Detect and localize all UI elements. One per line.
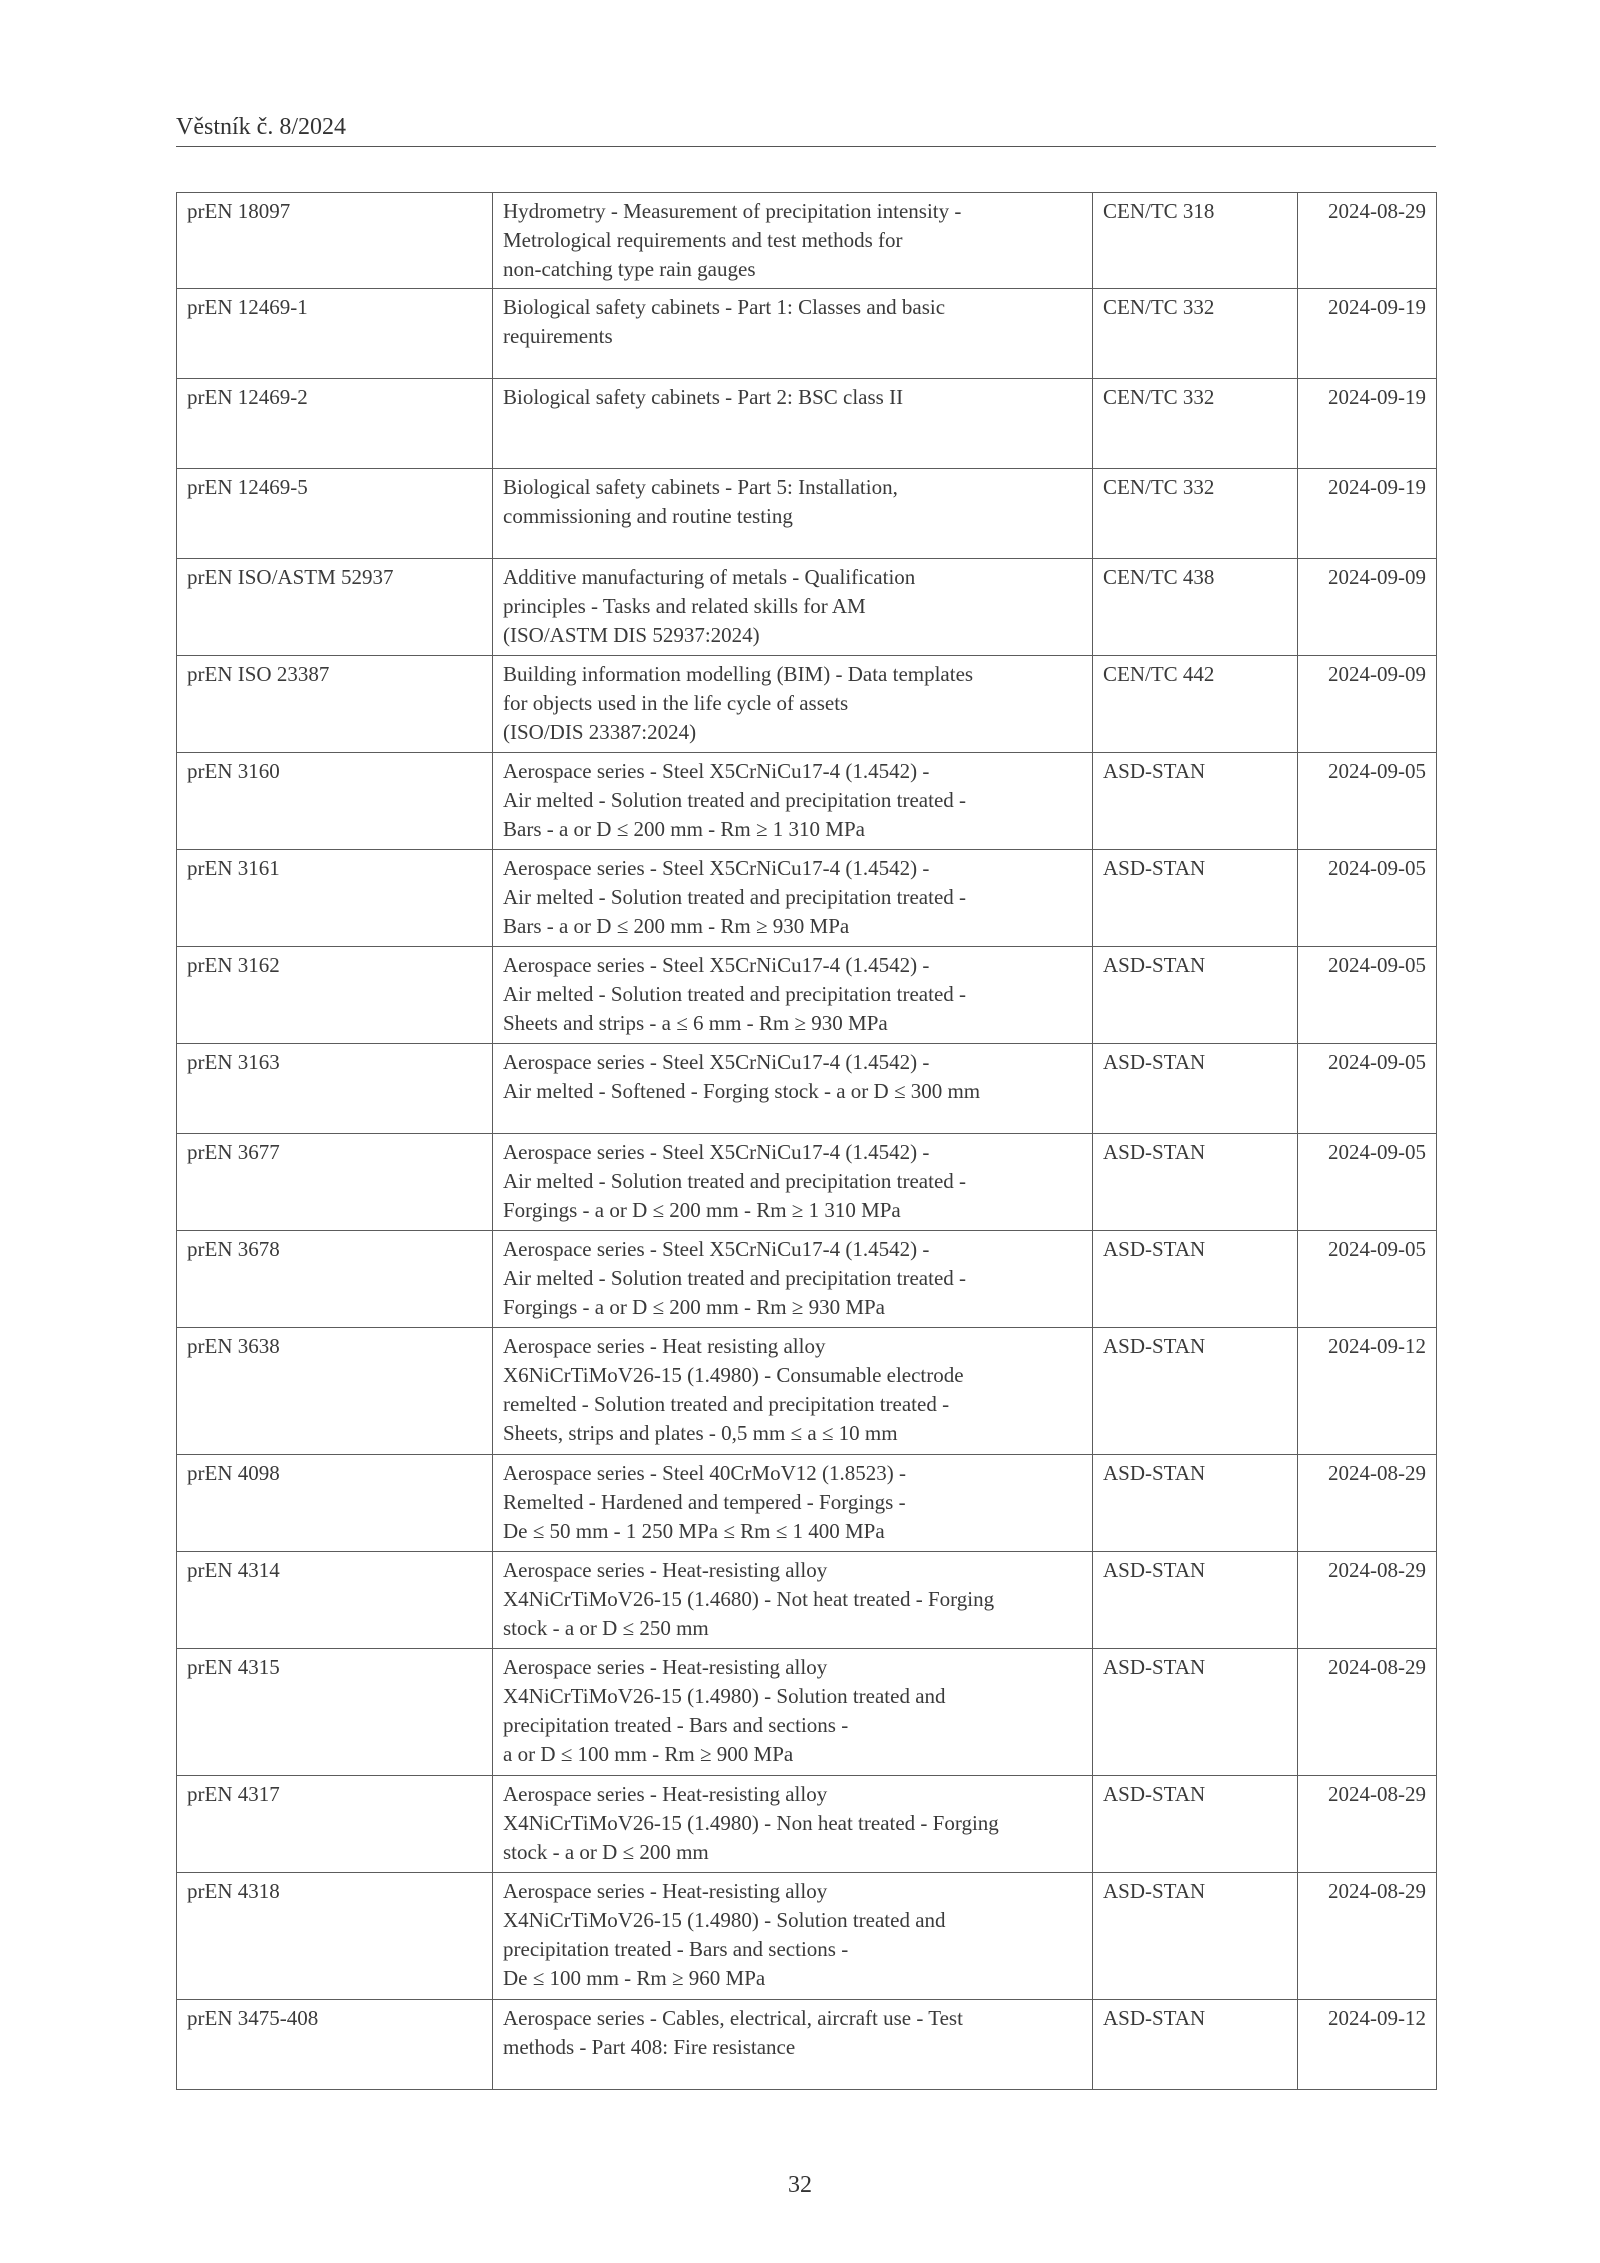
- standard-title: Hydrometry - Measurement of precipitation intensity - Metrological requirements and test methods for non-catching type rain gauges: [493, 193, 1093, 289]
- publication-title: Věstník č. 8/2024: [176, 114, 346, 140]
- standard-title: Aerospace series - Steel X5CrNiCu17-4 (1.4542) - Air melted - Solution treated and precipitation treated - Forgings - a or D ≤ 200 mm - Rm ≥ 1 310 MPa: [493, 1134, 1093, 1231]
- deadline-date: 2024-09-09: [1298, 656, 1437, 753]
- table-row: [177, 656, 1437, 753]
- deadline-date: 2024-09-09: [1298, 559, 1437, 656]
- table-row: [177, 1231, 1437, 1328]
- technical-committee: ASD-STAN: [1093, 1776, 1298, 1873]
- standard-title: Aerospace series - Steel X5CrNiCu17-4 (1.4542) - Air melted - Solution treated and precipitation treated - Sheets and strips - a ≤ 6 mm - Rm ≥ 930 MPa: [493, 947, 1093, 1044]
- deadline-date: 2024-08-29: [1298, 1776, 1437, 1873]
- technical-committee: ASD-STAN: [1093, 850, 1298, 947]
- standard-code: prEN 4317: [177, 1776, 493, 1873]
- technical-committee: ASD-STAN: [1093, 1134, 1298, 1231]
- standard-code: prEN ISO/ASTM 52937: [177, 559, 493, 656]
- standard-code: prEN 3161: [177, 850, 493, 947]
- technical-committee: CEN/TC 332: [1093, 469, 1298, 559]
- standard-title: Aerospace series - Heat-resisting alloy X4NiCrTiMoV26-15 (1.4980) - Solution treated and precipitation treated - Bars and sections - a or D ≤ 100 mm - Rm ≥ 900 MPa: [493, 1649, 1093, 1776]
- technical-committee: ASD-STAN: [1093, 1455, 1298, 1552]
- standard-title: Aerospace series - Steel X5CrNiCu17-4 (1.4542) - Air melted - Solution treated and precipitation treated - Bars - a or D ≤ 200 mm - Rm ≥ 930 MPa: [493, 850, 1093, 947]
- standard-code: prEN 4315: [177, 1649, 493, 1776]
- technical-committee: ASD-STAN: [1093, 2000, 1298, 2090]
- table-row: [177, 947, 1437, 1044]
- table-row: [177, 289, 1437, 379]
- technical-committee: CEN/TC 332: [1093, 379, 1298, 469]
- technical-committee: ASD-STAN: [1093, 1231, 1298, 1328]
- technical-committee: CEN/TC 318: [1093, 193, 1298, 289]
- standard-code: prEN 4314: [177, 1552, 493, 1649]
- deadline-date: 2024-08-29: [1298, 1552, 1437, 1649]
- deadline-date: 2024-08-29: [1298, 1649, 1437, 1776]
- technical-committee: ASD-STAN: [1093, 1044, 1298, 1134]
- deadline-date: 2024-09-05: [1298, 1231, 1437, 1328]
- standard-code: prEN 4098: [177, 1455, 493, 1552]
- table-row: [177, 1776, 1437, 1873]
- standard-title: Biological safety cabinets - Part 5: Installation, commissioning and routine testing: [493, 469, 1093, 559]
- standard-title: Aerospace series - Steel X5CrNiCu17-4 (1.4542) - Air melted - Softened - Forging stock - a or D ≤ 300 mm: [493, 1044, 1093, 1134]
- table-row: [177, 379, 1437, 469]
- deadline-date: 2024-09-12: [1298, 2000, 1437, 2090]
- standard-title: Building information modelling (BIM) - Data templates for objects used in the life cycle of assets (ISO/DIS 23387:2024): [493, 656, 1093, 753]
- table-row: [177, 1328, 1437, 1455]
- technical-committee: ASD-STAN: [1093, 1328, 1298, 1455]
- table-row: [177, 559, 1437, 656]
- technical-committee: CEN/TC 332: [1093, 289, 1298, 379]
- standard-code: prEN 4318: [177, 1873, 493, 2000]
- deadline-date: 2024-09-19: [1298, 289, 1437, 379]
- table-row: [177, 1873, 1437, 2000]
- deadline-date: 2024-09-19: [1298, 379, 1437, 469]
- page-number: 32: [788, 2172, 812, 2198]
- deadline-date: 2024-09-19: [1298, 469, 1437, 559]
- standard-code: prEN 3475-408: [177, 2000, 493, 2090]
- standard-code: prEN 12469-1: [177, 289, 493, 379]
- standard-title: Aerospace series - Cables, electrical, aircraft use - Test methods - Part 408: Fire resistance: [493, 2000, 1093, 2090]
- table-row: [177, 469, 1437, 559]
- standard-code: prEN 3163: [177, 1044, 493, 1134]
- standard-title: Aerospace series - Steel X5CrNiCu17-4 (1.4542) - Air melted - Solution treated and precipitation treated - Bars - a or D ≤ 200 mm - Rm ≥ 1 310 MPa: [493, 753, 1093, 850]
- table-row: [177, 753, 1437, 850]
- standard-code: prEN 3677: [177, 1134, 493, 1231]
- table-row: [177, 1134, 1437, 1231]
- deadline-date: 2024-09-05: [1298, 1044, 1437, 1134]
- standard-code: prEN 3638: [177, 1328, 493, 1455]
- standards-table: [176, 192, 1437, 2090]
- standard-code: prEN 3160: [177, 753, 493, 850]
- standard-title: Aerospace series - Steel X5CrNiCu17-4 (1.4542) - Air melted - Solution treated and precipitation treated - Forgings - a or D ≤ 200 mm - Rm ≥ 930 MPa: [493, 1231, 1093, 1328]
- standard-title: Aerospace series - Heat-resisting alloy X4NiCrTiMoV26-15 (1.4980) - Non heat treated - Forging stock - a or D ≤ 200 mm: [493, 1776, 1093, 1873]
- deadline-date: 2024-09-12: [1298, 1328, 1437, 1455]
- technical-committee: CEN/TC 438: [1093, 559, 1298, 656]
- table-row: [177, 1649, 1437, 1776]
- deadline-date: 2024-08-29: [1298, 193, 1437, 289]
- deadline-date: 2024-09-05: [1298, 947, 1437, 1044]
- technical-committee: ASD-STAN: [1093, 1649, 1298, 1776]
- standard-code: prEN 3162: [177, 947, 493, 1044]
- technical-committee: ASD-STAN: [1093, 1552, 1298, 1649]
- standard-code: prEN 12469-2: [177, 379, 493, 469]
- table-row: [177, 850, 1437, 947]
- standard-code: prEN 3678: [177, 1231, 493, 1328]
- table-row: [177, 193, 1437, 289]
- table-row: [177, 1455, 1437, 1552]
- standard-title: Aerospace series - Steel 40CrMoV12 (1.8523) - Remelted - Hardened and tempered - Forgings - De ≤ 50 mm - 1 250 MPa ≤ Rm ≤ 1 400 MPa: [493, 1455, 1093, 1552]
- page-header: [176, 112, 1436, 147]
- deadline-date: 2024-09-05: [1298, 1134, 1437, 1231]
- standard-title: Biological safety cabinets - Part 1: Classes and basic requirements: [493, 289, 1093, 379]
- table-row: [177, 2000, 1437, 2090]
- deadline-date: 2024-08-29: [1298, 1873, 1437, 2000]
- standard-title: Aerospace series - Heat-resisting alloy X4NiCrTiMoV26-15 (1.4980) - Solution treated and precipitation treated - Bars and sections - De ≤ 100 mm - Rm ≥ 960 MPa: [493, 1873, 1093, 2000]
- technical-committee: CEN/TC 442: [1093, 656, 1298, 753]
- standards-table-body: [177, 193, 1437, 2090]
- technical-committee: ASD-STAN: [1093, 947, 1298, 1044]
- standard-code: prEN ISO 23387: [177, 656, 493, 753]
- standard-title: Biological safety cabinets - Part 2: BSC class II: [493, 379, 1093, 469]
- standard-title: Aerospace series - Heat-resisting alloy X4NiCrTiMoV26-15 (1.4680) - Not heat treated - Forging stock - a or D ≤ 250 mm: [493, 1552, 1093, 1649]
- technical-committee: ASD-STAN: [1093, 1873, 1298, 2000]
- technical-committee: ASD-STAN: [1093, 753, 1298, 850]
- table-row: [177, 1044, 1437, 1134]
- deadline-date: 2024-09-05: [1298, 850, 1437, 947]
- deadline-date: 2024-08-29: [1298, 1455, 1437, 1552]
- table-row: [177, 1552, 1437, 1649]
- standard-code: prEN 12469-5: [177, 469, 493, 559]
- deadline-date: 2024-09-05: [1298, 753, 1437, 850]
- standard-title: Aerospace series - Heat resisting alloy X6NiCrTiMoV26-15 (1.4980) - Consumable electrode remelted - Solution treated and precipitation treated - Sheets, strips and plates - 0,5 mm ≤ a ≤ 10 mm: [493, 1328, 1093, 1455]
- standard-title: Additive manufacturing of metals - Qualification principles - Tasks and related skills for AM (ISO/ASTM DIS 52937:2024): [493, 559, 1093, 656]
- standard-code: prEN 18097: [177, 193, 493, 289]
